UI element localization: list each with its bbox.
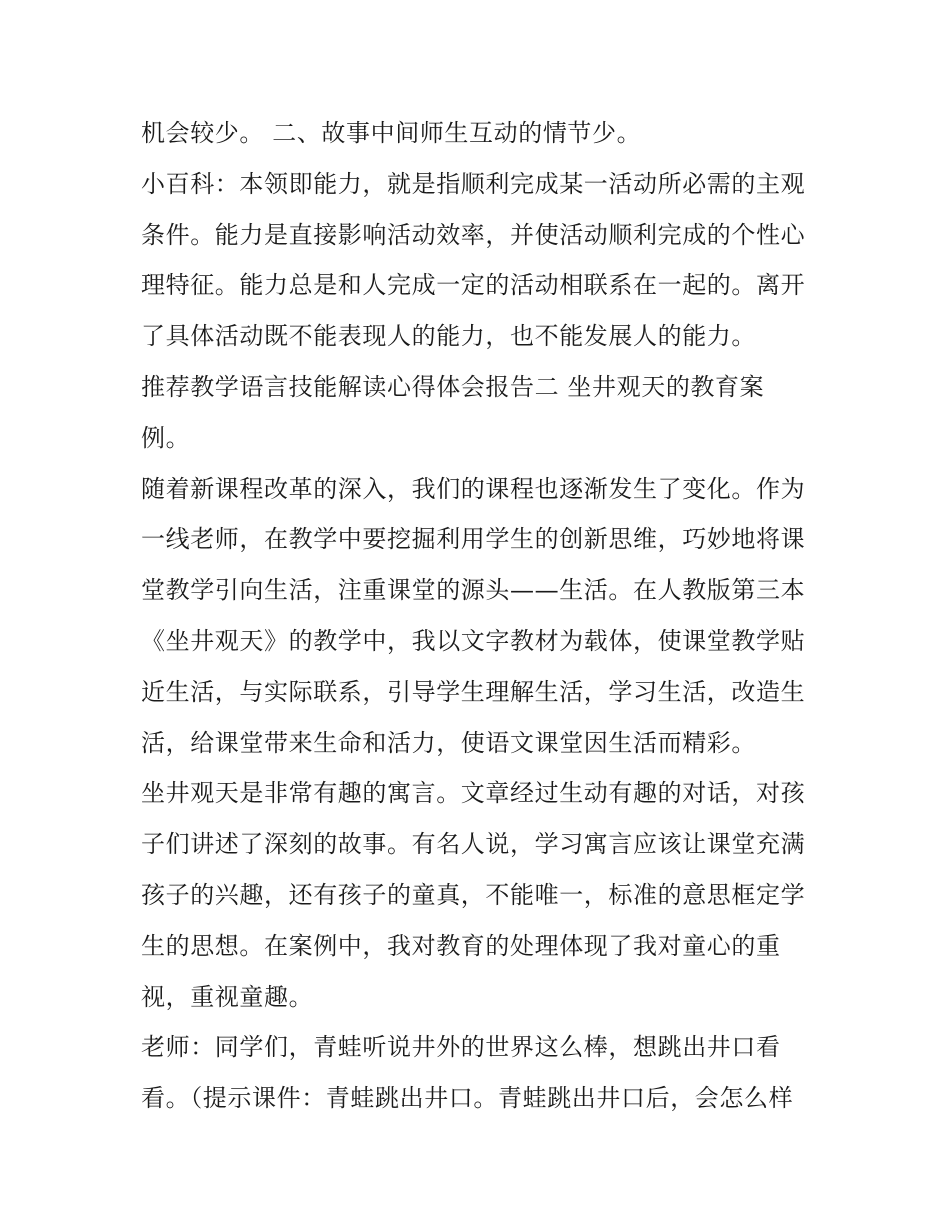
text-line: 近生活，与实际联系，引导学生理解生活，学习生活，改造生	[141, 677, 806, 706]
text-line: 了具体活动既不能表现人的能力，也不能发展人的能力。	[141, 322, 756, 351]
text-line: 一线老师，在教学中要挖掘利用学生的创新思维，巧妙地将课	[141, 525, 806, 554]
text-line: 老师：同学们，青蛙听说井外的世界这么棒，想跳出井口看	[141, 1033, 781, 1062]
text-line: 生的思想。在案例中，我对教育的处理体现了我对童心的重	[141, 931, 781, 960]
text-line: 子们讲述了深刻的故事。有名人说，学习寓言应该让课堂充满	[141, 830, 806, 859]
text-line: 《坐井观天》的教学中，我以文字教材为载体，使课堂教学贴	[141, 626, 806, 655]
text-line: 机会较少。 二、故事中间师生互动的情节少。	[141, 119, 642, 147]
text-line: 活，给课堂带来生命和活力，使语文课堂因生活而精彩。	[141, 728, 756, 757]
text-line: 理特征。能力总是和人完成一定的活动相联系在一起的。离开	[141, 271, 806, 300]
text-line: 堂教学引向生活，注重课堂的源头——生活。在人教版第三本	[141, 576, 806, 605]
document-body	[141, 108, 821, 1124]
text-line: 看。（提示课件：青蛙跳出井口。青蛙跳出井口后，会怎么样	[141, 1084, 794, 1113]
text-line: 孩子的兴趣，还有孩子的童真，不能唯一，标准的意思框定学	[141, 880, 806, 909]
text-line: 视，重视童趣。	[141, 982, 314, 1011]
text-line: 条件。能力是直接影响活动效率，并使活动顺利完成的个性心	[141, 220, 806, 249]
text-line: 坐井观天是非常有趣的寓言。文章经过生动有趣的对话，对孩	[141, 779, 806, 808]
text-line: 推荐教学语言技能解读心得体会报告二 坐井观天的教育案	[141, 372, 765, 401]
text-line: 随着新课程改革的深入，我们的课程也逐渐发生了变化。作为	[141, 474, 806, 503]
text-line: 例。	[141, 423, 191, 452]
text-line: 小百科：本领即能力，就是指顺利完成某一活动所必需的主观	[141, 169, 806, 198]
